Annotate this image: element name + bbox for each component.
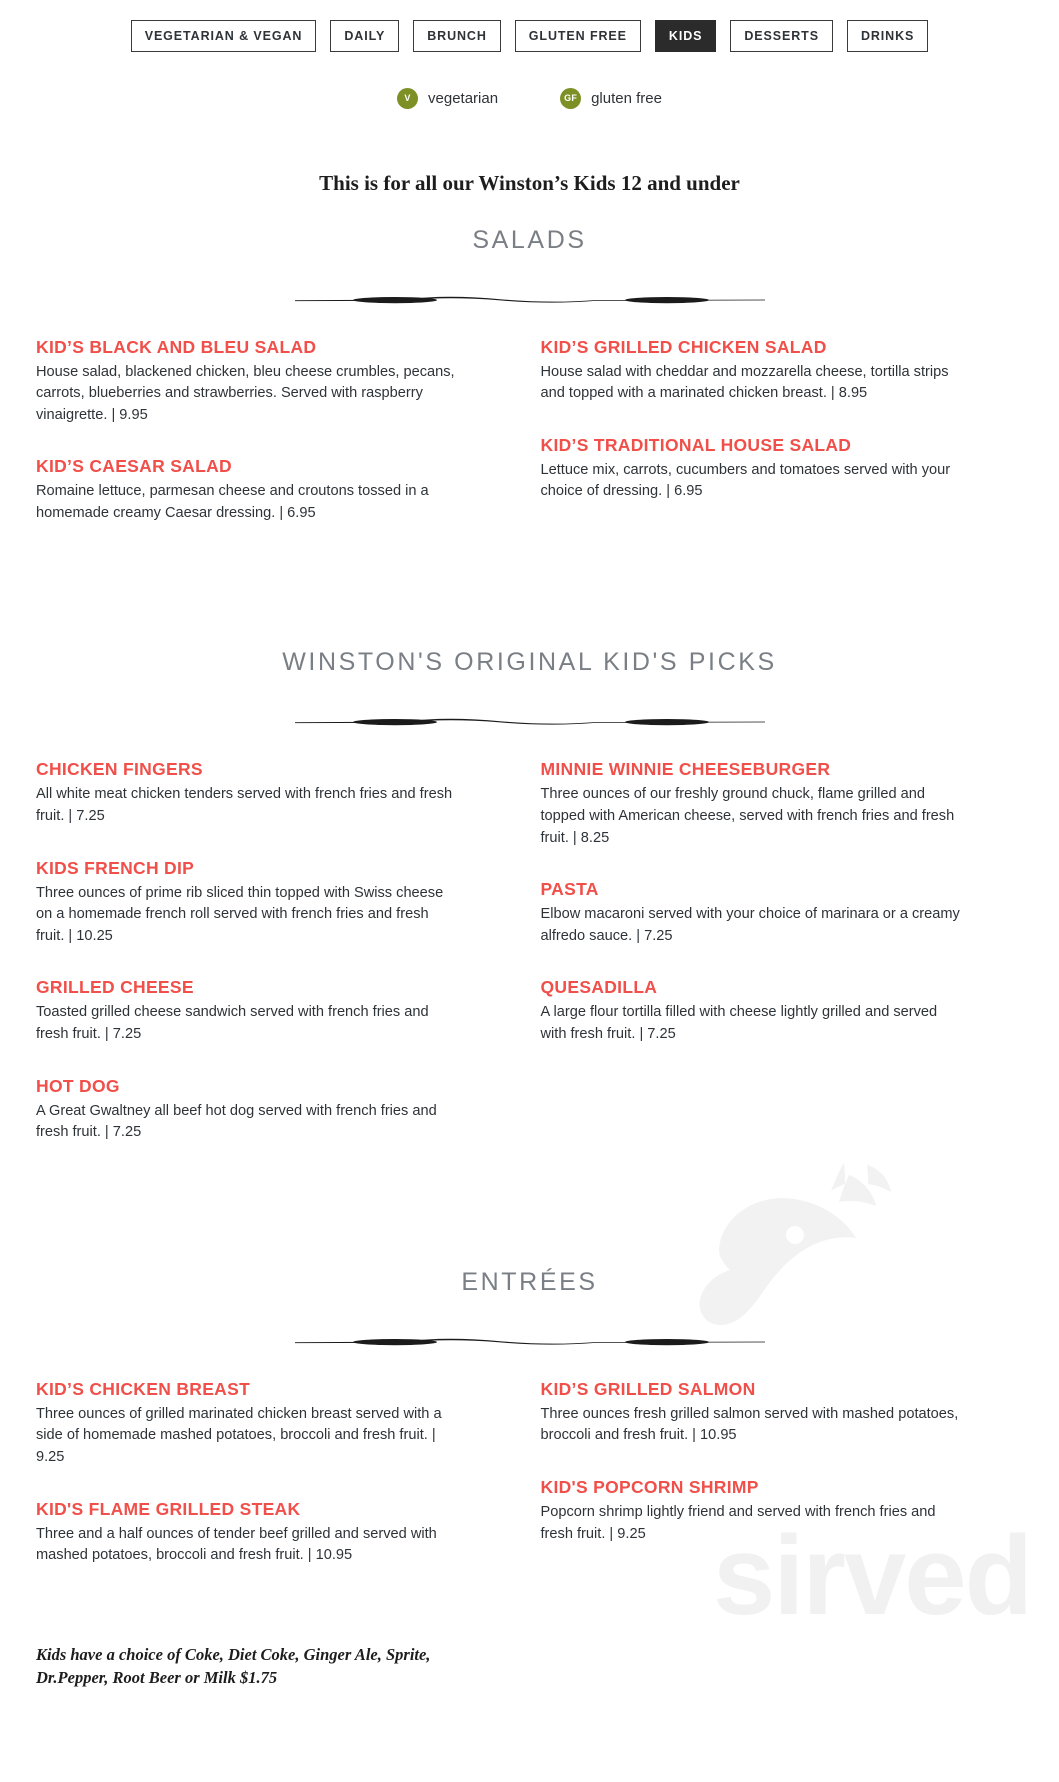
legend-item-vegetarian	[397, 88, 498, 109]
dietary-legend	[0, 88, 1059, 109]
legend-item-gluten-free	[560, 88, 662, 109]
section-items	[0, 759, 1059, 1173]
menu-column-left	[36, 1379, 519, 1597]
menu-item	[541, 879, 1024, 947]
menu-item	[541, 977, 1024, 1045]
section-items	[0, 337, 1059, 555]
menu-section	[0, 648, 1059, 1237]
menu-item-name: PASTA	[540, 879, 599, 900]
menu-item-name: KID'S FLAME GRILLED STEAK	[36, 1498, 301, 1519]
menu-item-description: Three ounces of prime rib sliced thin topped with Swiss cheese on a homemade french roll served with french fries and fresh fruit. | 10.25	[36, 884, 444, 944]
beverage-footnote: Kids have a choice of Coke, Diet Coke, Ginger Ale, Sprite, Dr.Pepper, Root Beer or Milk $1.75	[36, 1644, 431, 1688]
menu-item-name: QUESADILLA	[540, 977, 658, 998]
section-divider	[295, 715, 765, 729]
section-items	[0, 1379, 1059, 1597]
menu-item-name: HOT DOG	[36, 1075, 120, 1096]
menu-column-left	[36, 337, 519, 555]
nav-button-brunch[interactable]: BRUNCH	[413, 20, 501, 52]
category-nav	[0, 0, 1059, 52]
legend-label-vegetarian: vegetarian	[428, 89, 499, 107]
menu-item-name: CHICKEN FINGERS	[36, 759, 203, 780]
menu-item	[36, 1379, 519, 1469]
menu-item	[541, 1477, 1024, 1545]
menu-item-description: All white meat chicken tenders served with french fries and fresh fruit. | 7.25	[36, 786, 453, 825]
menu-item	[36, 456, 519, 524]
menu-item-description: Three and a half ounces of tender beef grilled and served with mashed potatoes, broccoli and fresh fruit. | 10.95	[36, 1525, 437, 1564]
menu-item-name: KID’S CHICKEN BREAST	[36, 1378, 251, 1399]
menu-item	[36, 1499, 519, 1567]
section-title: SALADS	[472, 225, 587, 254]
nav-button-daily[interactable]: DAILY	[330, 20, 399, 52]
menu-item-description: Romaine lettuce, parmesan cheese and croutons tossed in a homemade creamy Caesar dressing. | 6.95	[36, 483, 429, 521]
menu-item-description: Toasted grilled cheese sandwich served with french fries and fresh fruit. | 7.25	[36, 1004, 429, 1043]
sirved-watermark-text: sirved	[713, 1513, 1031, 1638]
section-divider	[295, 1335, 765, 1349]
nav-button-drinks[interactable]: DRINKS	[847, 20, 928, 52]
menu-item-name: KID’S CAESAR SALAD	[36, 456, 232, 477]
menu-item-name: KID’S BLACK AND BLEU SALAD	[36, 336, 317, 357]
section-spacer	[0, 1174, 1059, 1238]
menu-column-right	[541, 1379, 1024, 1575]
menu-item	[541, 1379, 1024, 1447]
menu-item-description: House salad with cheddar and mozzarella cheese, tortilla strips and topped with a marinated chicken breast. | 8.95	[540, 363, 949, 402]
menu-column-left	[36, 759, 519, 1173]
menu-item	[36, 858, 519, 948]
menu-item-name: KIDS FRENCH DIP	[36, 857, 195, 878]
menu-item-name: KID'S POPCORN SHRIMP	[540, 1477, 759, 1497]
section-divider	[295, 293, 765, 307]
menu-item-description: House salad, blackened chicken, bleu cheese crumbles, pecans, carrots, blueberries and strawberries. Served with raspberry vinaigrette. | 9.95	[36, 363, 455, 423]
menu-item	[36, 977, 519, 1045]
menu-item-description: Three ounces of grilled marinated chicken breast served with a side of homemade mashed potatoes, broccoli and fresh fruit. | 9.25	[36, 1405, 442, 1465]
menu-item-name: MINNIE WINNIE CHEESEBURGER	[540, 759, 831, 780]
menu-item-description: Elbow macaroni served with your choice of marinara or a creamy alfredo sauce. | 7.25	[540, 906, 960, 944]
menu-item	[541, 435, 1024, 503]
menu-item-description: Three ounces fresh grilled salmon served with mashed potatoes, broccoli and fresh fruit. | 10.95	[540, 1405, 959, 1444]
menu-section	[0, 226, 1059, 619]
nav-button-vegetarian-vegan[interactable]: VEGETARIAN & VEGAN	[131, 20, 317, 52]
menu-column-right	[541, 759, 1024, 1075]
menu-item	[36, 1076, 519, 1144]
section-spacer	[0, 554, 1059, 618]
menu-column-right	[541, 337, 1024, 533]
menu-item-description: Three ounces of our freshly ground chuck, flame grilled and topped with American cheese, served with french fries and fresh fruit. | 8.25	[540, 786, 955, 846]
menu-item-description: Popcorn shrimp lightly friend and served with french fries and fresh fruit. | 9.25	[540, 1504, 936, 1542]
menu-item-name: GRILLED CHEESE	[36, 977, 194, 998]
menu-item-name: KID’S TRADITIONAL HOUSE SALAD	[540, 434, 852, 455]
section-title: ENTRÉES	[461, 1267, 598, 1296]
menu-item-description: A Great Gwaltney all beef hot dog served with french fries and fresh fruit. | 7.25	[36, 1102, 437, 1141]
menu-item	[541, 759, 1024, 849]
menu-section	[0, 1268, 1059, 1597]
menu-item-name: KID’S GRILLED SALMON	[540, 1378, 756, 1399]
menu-item-name: KID’S GRILLED CHICKEN SALAD	[540, 336, 827, 357]
menu-sections	[0, 226, 1059, 1597]
menu-item-description: A large flour tortilla filled with cheese lightly grilled and served with fresh fruit. | 7.25	[540, 1004, 938, 1043]
menu-item	[36, 759, 519, 827]
nav-button-kids[interactable]: KIDS	[655, 20, 716, 52]
gluten-free-badge-icon: GF	[560, 88, 581, 109]
legend-label-gluten-free: gluten free	[591, 89, 662, 107]
menu-item-description: Lettuce mix, carrots, cucumbers and tomatoes served with your choice of dressing. | 6.95	[540, 461, 951, 500]
nav-button-gluten-free[interactable]: GLUTEN FREE	[515, 20, 641, 52]
menu-item	[541, 337, 1024, 405]
nav-button-desserts[interactable]: DESSERTS	[730, 20, 833, 52]
vegetarian-badge-icon: V	[397, 88, 418, 109]
menu-intro-text: This is for all our Winston’s Kids 12 and under	[319, 170, 740, 195]
menu-item	[36, 337, 519, 427]
section-title: WINSTON'S ORIGINAL KID'S PICKS	[282, 648, 777, 677]
